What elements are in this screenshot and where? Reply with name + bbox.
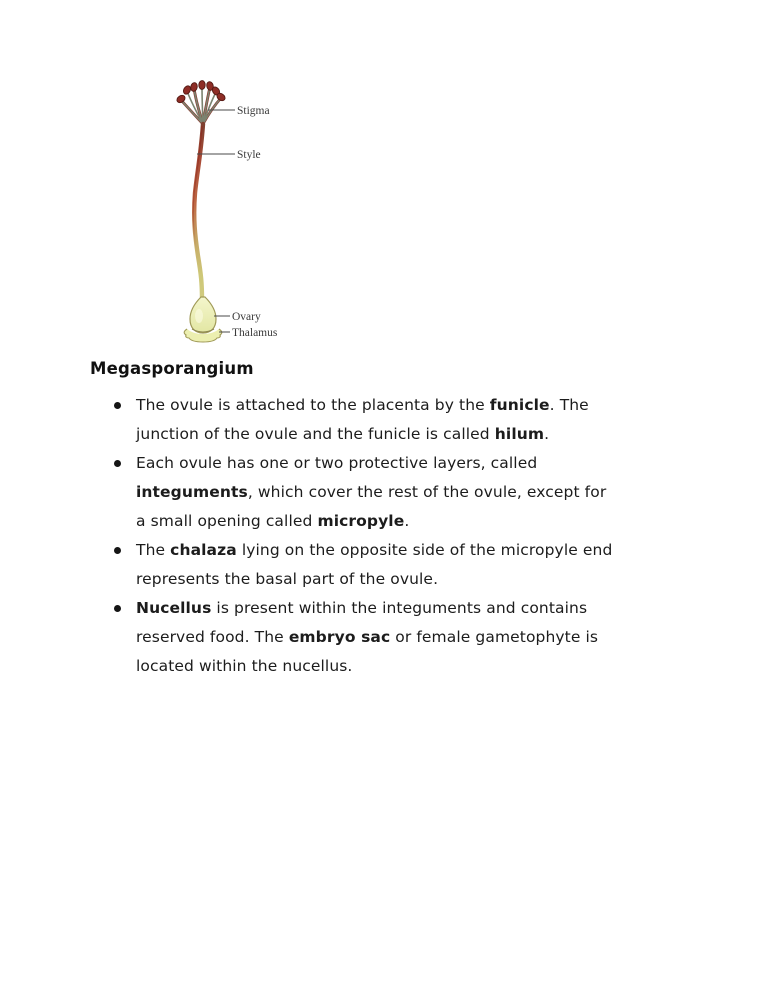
section-heading: Megasporangium	[90, 359, 254, 378]
text-line: located within the nucellus.	[136, 657, 353, 675]
style-label: Style	[237, 149, 261, 161]
style-stalk	[194, 124, 203, 300]
text-line: integuments, which cover the rest of the ovule, except for	[136, 483, 607, 501]
list-item	[136, 449, 690, 536]
ovary-shape	[190, 297, 216, 333]
text-line: represents the basal part of the ovule.	[136, 570, 439, 588]
text-line: The ovule is attached to the placenta by the funicle. The	[136, 396, 589, 414]
text-line: a small opening called micropyle.	[136, 512, 410, 530]
list-item	[136, 536, 690, 594]
text-line: Nucellus is present within the integuments and contains	[136, 599, 588, 617]
text-line: The chalaza lying on the opposite side of the micropyle end	[136, 541, 613, 559]
content-section	[90, 358, 690, 681]
text-line: Each ovule has one or two protective layers, called	[136, 454, 538, 472]
pistil-figure	[150, 78, 300, 348]
stigma-label: Stigma	[237, 105, 270, 117]
bullet-list	[90, 391, 690, 681]
thalamus-label: Thalamus	[232, 327, 278, 339]
text-line: reserved food. The embryo sac or female gametophyte is	[136, 628, 599, 646]
pistil-diagram	[150, 78, 300, 348]
text-line: junction of the ovule and the funicle is called hilum.	[136, 425, 550, 443]
list-item	[136, 594, 690, 681]
list-item	[136, 391, 690, 449]
ovary-highlight	[195, 309, 203, 323]
ovary-label: Ovary	[232, 311, 261, 323]
